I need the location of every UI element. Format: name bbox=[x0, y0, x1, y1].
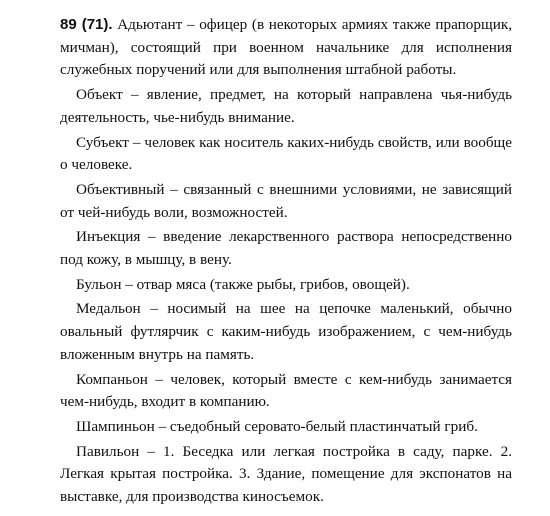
paragraph-champignon: Шампиньон – съедобный серовато-белый пластинчатый гриб. bbox=[76, 417, 478, 435]
paragraph-pavilion: Павильон – 1. Беседка или легкая постройка в саду, парке. 2. Легкая крытая постройка. 3. Здание, помещение для экспонатов на выставке, для производства киносъемок. bbox=[60, 442, 512, 506]
paragraph-subject: Субъект – человек как носитель каких-нибудь свойств, или вообще о человеке. bbox=[60, 133, 512, 174]
exercise-number: 89 (71). bbox=[60, 16, 113, 33]
paragraph-medallion: Медальон – носимый на шее на цепочке маленький, обычно овальный футлярчик с каким-нибудь изображением, с чем-нибудь вложенным внутрь на память. bbox=[60, 300, 512, 363]
paragraph-bouillon: Бульон – отвар мяса (также рыбы, грибов, овощей). bbox=[76, 275, 410, 293]
document-page bbox=[60, 14, 512, 511]
paragraph-injection: Инъекция – введение лекарственного раствора непосредственно под кожу, в мышцу, в вену. bbox=[60, 228, 512, 269]
paragraph-companion: Компаньон – человек, который вместе с кем-нибудь занимается чем-нибудь, входит в компанию. bbox=[60, 370, 512, 411]
paragraph-objective: Объективный – связанный с внешними условиями, не зависящий от чей-нибудь воли, возможностей. bbox=[60, 180, 512, 221]
paragraph-adjutant bbox=[60, 14, 512, 82]
paragraph-text: Адьютант – офицер (в некоторых армиях также прапорщик, мичман), состоящий при военном начальнике для исполнения служебных поручений или для выполнения штабной работы. bbox=[60, 16, 512, 79]
paragraph-object: Объект – явление, предмет, на который направлена чья-нибудь деятельность, чье-нибудь внимание. bbox=[60, 86, 512, 126]
